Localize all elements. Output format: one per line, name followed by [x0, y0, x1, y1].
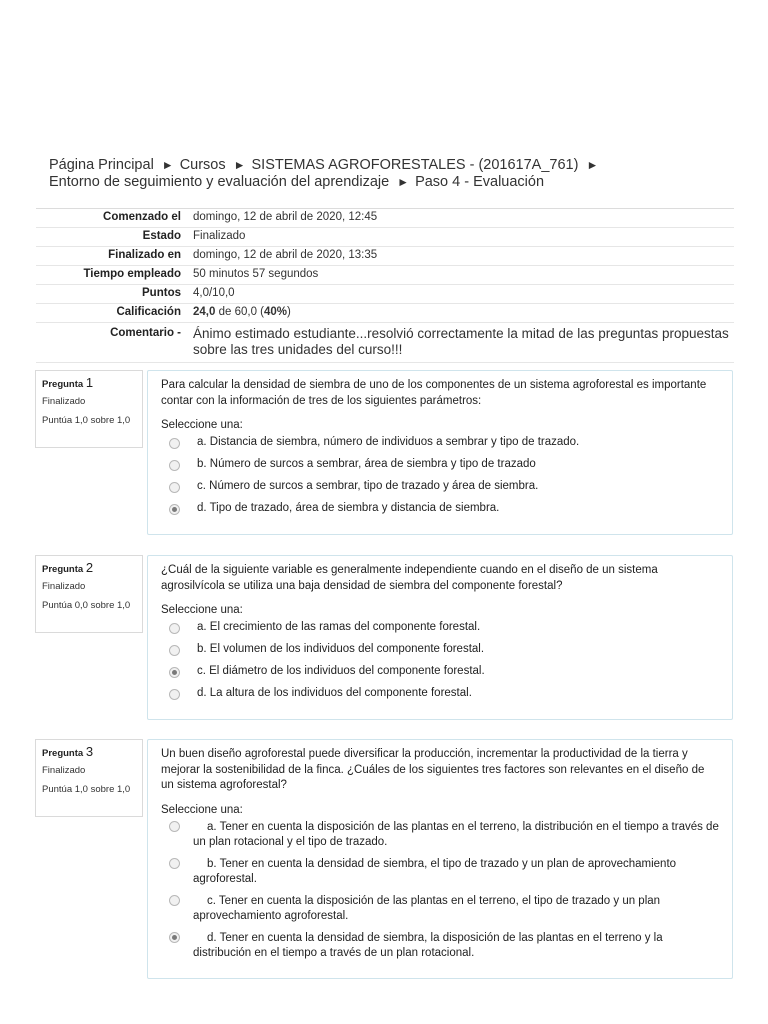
summary-label: Comenzado el [103, 211, 181, 223]
answer-option-b[interactable] [169, 457, 720, 472]
question-number [42, 375, 136, 390]
option-label: b. Número de surcos a sembrar, área de siembra y tipo de trazado [197, 458, 536, 470]
breadcrumb-separator-icon: ► [233, 158, 246, 172]
summary-value: domingo, 12 de abril de 2020, 12:45 [193, 211, 378, 223]
summary-row-comment [36, 323, 734, 363]
summary-row-started [36, 209, 734, 228]
radio-button[interactable] [169, 438, 180, 449]
grade-percent: 40% [264, 306, 288, 318]
question-info [35, 739, 143, 817]
summary-label: Comentario - [110, 327, 181, 339]
answer-option-c[interactable] [169, 479, 720, 494]
option-label: d. Tener en cuenta la densidad de siembra, la disposición de las plantas en el terreno y la distribución en el tiempo a través de un plan rotacional. [193, 931, 663, 959]
option-label: c. El diámetro de los individuos del componente forestal. [197, 665, 485, 677]
question-text: Un buen diseño agroforestal puede diversificar la producción, incrementar la productividad de la tierra y mejorar la sostenibilidad de la finca. ¿Cuáles de los siguientes tres factores son relevantes en el diseño de un sistema agroforestal? [161, 748, 705, 791]
answer-option-c[interactable] [169, 894, 720, 924]
summary-label: Calificación [116, 306, 181, 318]
breadcrumb-separator-icon: ► [586, 158, 599, 172]
option-label: a. Tener en cuenta la disposición de las plantas en el terreno, la distribución en el tiempo a través de un plan rotacional y el tipo de trazado. [193, 820, 719, 848]
summary-value: 4,0/10,0 [193, 287, 235, 299]
question-number [42, 744, 136, 759]
question-state: Finalizado [42, 581, 86, 592]
summary-label: Puntos [142, 287, 181, 299]
summary-row-finished [36, 247, 734, 266]
question-text: Para calcular la densidad de siembra de uno de los componentes de un sistema agroforestal es importante contar con la información de tres de los siguientes parámetros: [161, 379, 707, 407]
select-prompt: Seleccione una: [161, 803, 243, 816]
select-prompt: Seleccione una: [161, 604, 243, 616]
summary-value: domingo, 12 de abril de 2020, 13:35 [193, 249, 378, 261]
option-label: b. Tener en cuenta la densidad de siembra, el tipo de trazado y un plan de aprovechamiento agroforestal. [193, 857, 677, 885]
answer-options [161, 620, 720, 701]
question-number [42, 560, 136, 575]
radio-button-selected[interactable] [169, 504, 180, 515]
question-state: Finalizado [42, 765, 86, 776]
option-label: d. La altura de los individuos del componente forestal. [197, 687, 472, 699]
question-num: 1 [85, 375, 94, 390]
answer-option-a[interactable] [169, 620, 720, 635]
question-label: Pregunta [42, 379, 84, 390]
breadcrumb-course-link[interactable]: SISTEMAS AGROFORESTALES - (201617A_761) [251, 157, 579, 173]
answer-option-d[interactable] [169, 501, 720, 516]
question-grade: Puntúa 1,0 sobre 1,0 [42, 415, 131, 426]
radio-button[interactable] [169, 645, 180, 656]
option-label: d. Tipo de trazado, área de siembra y distancia de siembra. [197, 502, 500, 514]
radio-button[interactable] [169, 623, 180, 634]
question-grade: Puntúa 0,0 sobre 1,0 [42, 600, 131, 611]
option-label: c. Tener en cuenta la disposición de las plantas en el terreno, el tipo de trazado y un plan aprovechamiento agroforestal. [193, 894, 661, 922]
breadcrumb-section-link[interactable]: Entorno de seguimiento y evaluación del aprendizaje [49, 174, 390, 190]
question-content [147, 370, 733, 535]
answer-option-c[interactable] [169, 664, 720, 679]
summary-value: 50 minutos 57 segundos [193, 268, 319, 280]
radio-button[interactable] [169, 821, 180, 832]
breadcrumb-home-link[interactable]: Página Principal [49, 157, 154, 173]
answer-option-d[interactable] [169, 686, 720, 701]
question-num: 2 [85, 560, 94, 575]
radio-button-selected[interactable] [169, 932, 180, 943]
radio-button[interactable] [169, 895, 180, 906]
question-num: 3 [85, 744, 94, 759]
summary-row-points [36, 285, 734, 304]
attempt-summary-table [36, 208, 734, 363]
radio-button[interactable] [169, 460, 180, 471]
option-label: b. El volumen de los individuos del componente forestal. [197, 643, 485, 655]
grade-score: 24,0 [193, 306, 216, 318]
question-info [35, 370, 143, 448]
question-content [147, 739, 733, 979]
answer-option-a[interactable] [169, 435, 720, 450]
select-prompt: Seleccione una: [161, 419, 243, 431]
breadcrumb-separator-icon: ► [397, 175, 410, 189]
option-label: c. Número de surcos a sembrar, tipo de trazado y área de siembra. [197, 480, 539, 492]
question-label: Pregunta [42, 564, 84, 575]
summary-value: 24,0 de 60,0 (40%) [193, 306, 291, 318]
answer-option-b[interactable] [169, 642, 720, 657]
question-state: Finalizado [42, 396, 86, 407]
summary-value: Finalizado [193, 230, 246, 242]
summary-row-grade [36, 304, 734, 323]
summary-label: Tiempo empleado [83, 268, 181, 280]
question-text: ¿Cuál de la siguiente variable es generalmente independiente cuando en el diseño de un sistema agrosilvícola se utiliza una baja densidad de siembra del componente forestal? [161, 564, 658, 592]
breadcrumb-current[interactable]: Paso 4 - Evaluación [415, 174, 545, 190]
question-content [147, 555, 733, 720]
radio-button-selected[interactable] [169, 667, 180, 678]
answer-options [161, 820, 720, 961]
answer-options [161, 435, 720, 516]
answer-option-b[interactable] [169, 857, 720, 887]
summary-label: Estado [142, 230, 181, 242]
breadcrumb-courses-link[interactable]: Cursos [179, 157, 226, 173]
summary-label: Finalizado en [108, 249, 181, 261]
radio-button[interactable] [169, 482, 180, 493]
question-grade: Puntúa 1,0 sobre 1,0 [42, 784, 131, 795]
summary-row-time [36, 266, 734, 285]
radio-button[interactable] [169, 858, 180, 869]
comment-text: Ánimo estimado estudiante...resolvió correctamente la mitad de las preguntas propuestas sobre las tres unidades del curso!!! [193, 326, 729, 357]
answer-option-a[interactable] [169, 820, 720, 850]
summary-row-state [36, 228, 734, 247]
radio-button[interactable] [169, 689, 180, 700]
question-info [35, 555, 143, 633]
question-label: Pregunta [42, 748, 84, 759]
option-label: a. Distancia de siembra, número de individuos a sembrar y tipo de trazado. [197, 436, 580, 448]
breadcrumb-separator-icon: ► [161, 158, 174, 172]
option-label: a. El crecimiento de las ramas del componente forestal. [197, 621, 481, 633]
grade-max: de 60,0 [218, 306, 257, 318]
answer-option-d[interactable] [169, 931, 720, 961]
breadcrumb [49, 157, 729, 191]
